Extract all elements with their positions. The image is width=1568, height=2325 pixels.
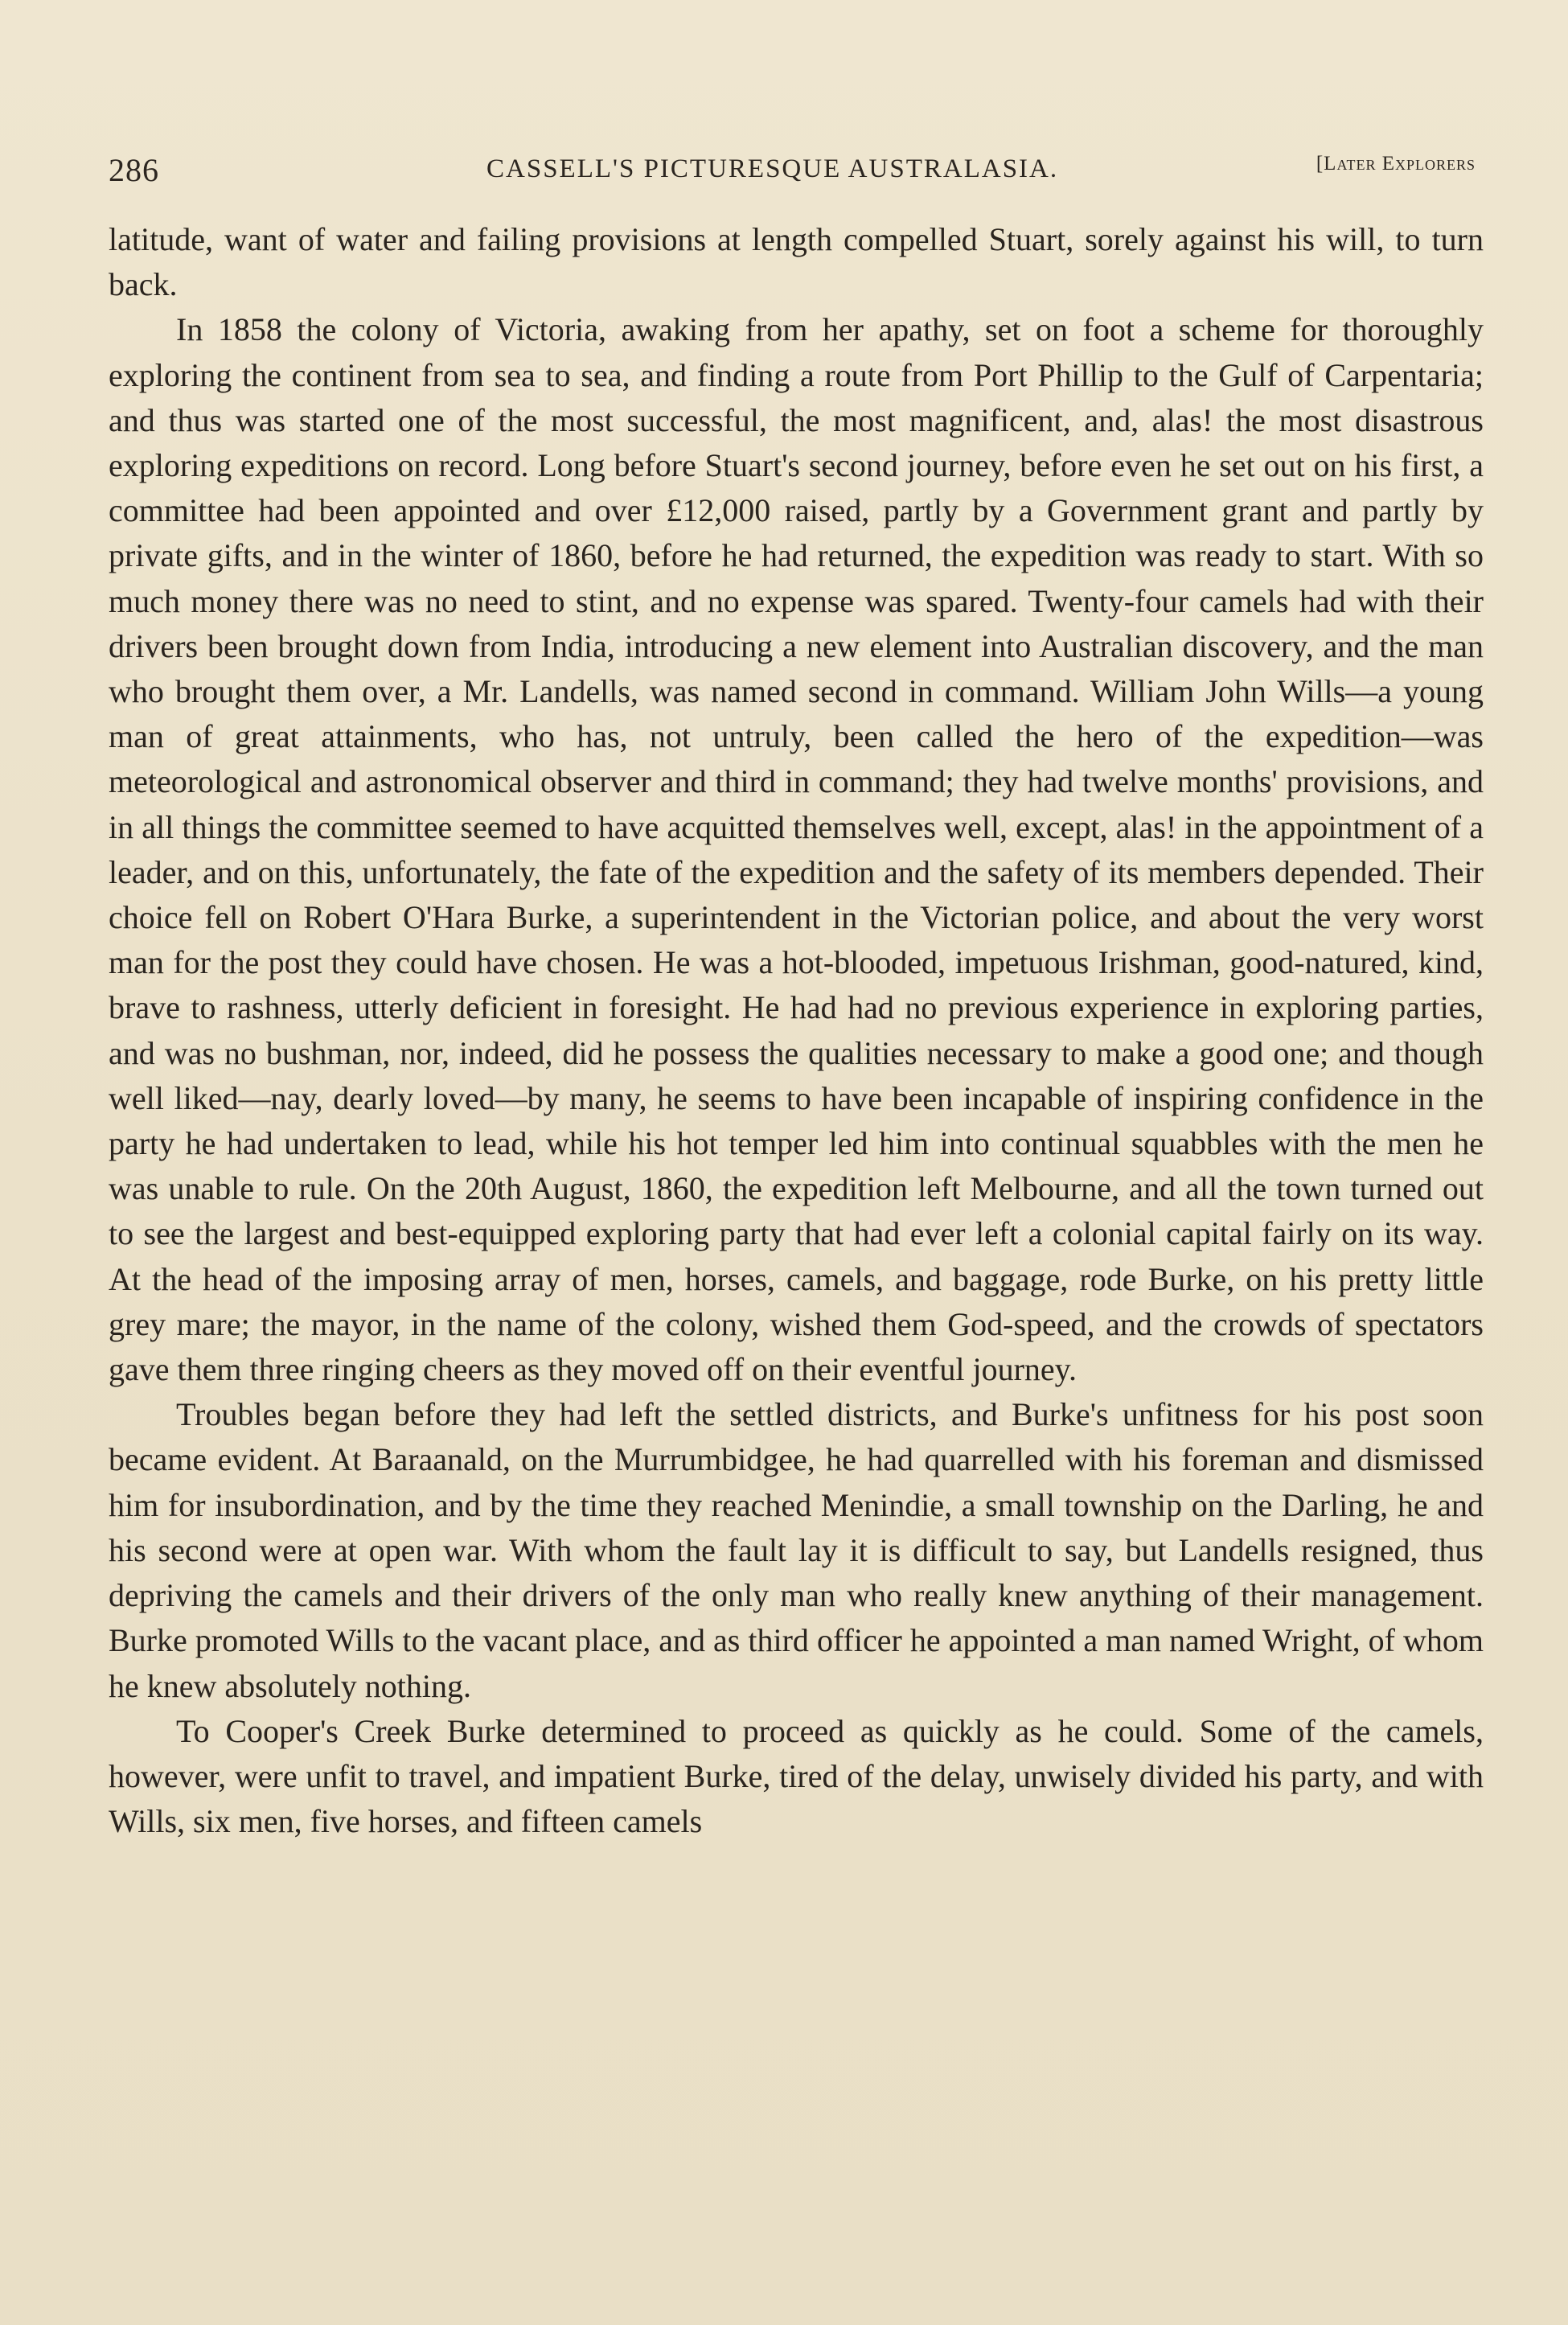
paragraph-1: latitude, want of water and failing provisions at length compelled Stuart, sorely against his will, to turn back. <box>109 221 1484 303</box>
paragraph-2: In 1858 the colony of Victoria, awaking from her apathy, set on foot a scheme for thoroughly exploring the continent from sea to sea, and finding a route from Port Phillip to the Gulf of Carpentaria; and thus was started one of the most successful, the most magnificent, and, alas! the most disastrous exploring expeditions on record. Long before Stuart's second journey, before even he set out on his first, a committee had been appointed and over £12,000 raised, partly by a Government grant and partly by private gifts, and in the winter of 1860, before he had returned, the expedition was ready to start. With so much money there was no need to stint, and no expense was spared. Twenty-four camels had with their drivers been brought down from India, introducing a new element into Australian discovery, and the man who brought them over, a Mr. Landells, was named second in command. William John Wills—a young man of great attainments, who has, not untruly, been called the hero of the expedition—was meteorological and astronomical observer and third in command; they had twelve months' provisions, and in all things the committee seemed to have acquitted themselves well, except, alas! in the appointment of a leader, and on this, unfortunately, the fate of the expedition and the safety of its members depended. Their choice fell on Robert O'Hara Burke, a superintendent in the Victorian police, and about the very worst man for the post they could have chosen. He was a hot-blooded, impetuous Irishman, good-natured, kind, brave to rashness, utterly deficient in foresight. He had had no previous experience in exploring parties, and was no bushman, nor, indeed, did he possess the qualities necessary to make a good one; and though well liked—nay, dearly loved—by many, he seems to have been incapable of inspiring confidence in the party he had undertaken to lead, while his hot temper led him into continual squabbles with the men he was unable to rule. On the 20th August, 1860, the expedition left Melbourne, and all the town turned out to see the largest and best-equipped exploring party that had ever left a colonial capital fairly on its way. At the head of the imposing array of men, horses, camels, and baggage, rode Burke, on his pretty little grey mare; the mayor, in the name of the colony, wished them God-speed, and the crowds of spectators gave them three ringing cheers as they moved off on their eventful journey. <box>109 311 1484 1388</box>
page-number: 286 <box>109 152 159 188</box>
section-title: [Later Explorers <box>1316 153 1476 175</box>
running-head <box>109 151 1484 191</box>
book-title: CASSELL'S PICTURESQUE AUSTRALASIA. <box>486 154 1059 183</box>
paragraph-3: Troubles began before they had left the settled districts, and Burke's unfitness for his post soon became evident. At Baraanald, on the Murrumbidgee, he had quarrelled with his foreman and dismissed him for insubordination, and by the time they reached Menindie, a small township on the Darling, he and his second were at open war. With whom the fault lay it is difficult to say, but Landells resigned, thus depriving the camels and their drivers of the only man who really knew anything of their management. Burke promoted Wills to the vacant place, and as third officer he appointed a man named Wright, of whom he knew absolutely nothing. <box>109 1396 1484 1704</box>
body-text <box>109 217 1484 1844</box>
paragraph-4: To Cooper's Creek Burke determined to proceed as quickly as he could. Some of the camels, however, were unfit to travel, and impatient Burke, tired of the delay, unwisely divided his party, and with Wills, six men, five horses, and fifteen camels <box>109 1712 1484 1840</box>
